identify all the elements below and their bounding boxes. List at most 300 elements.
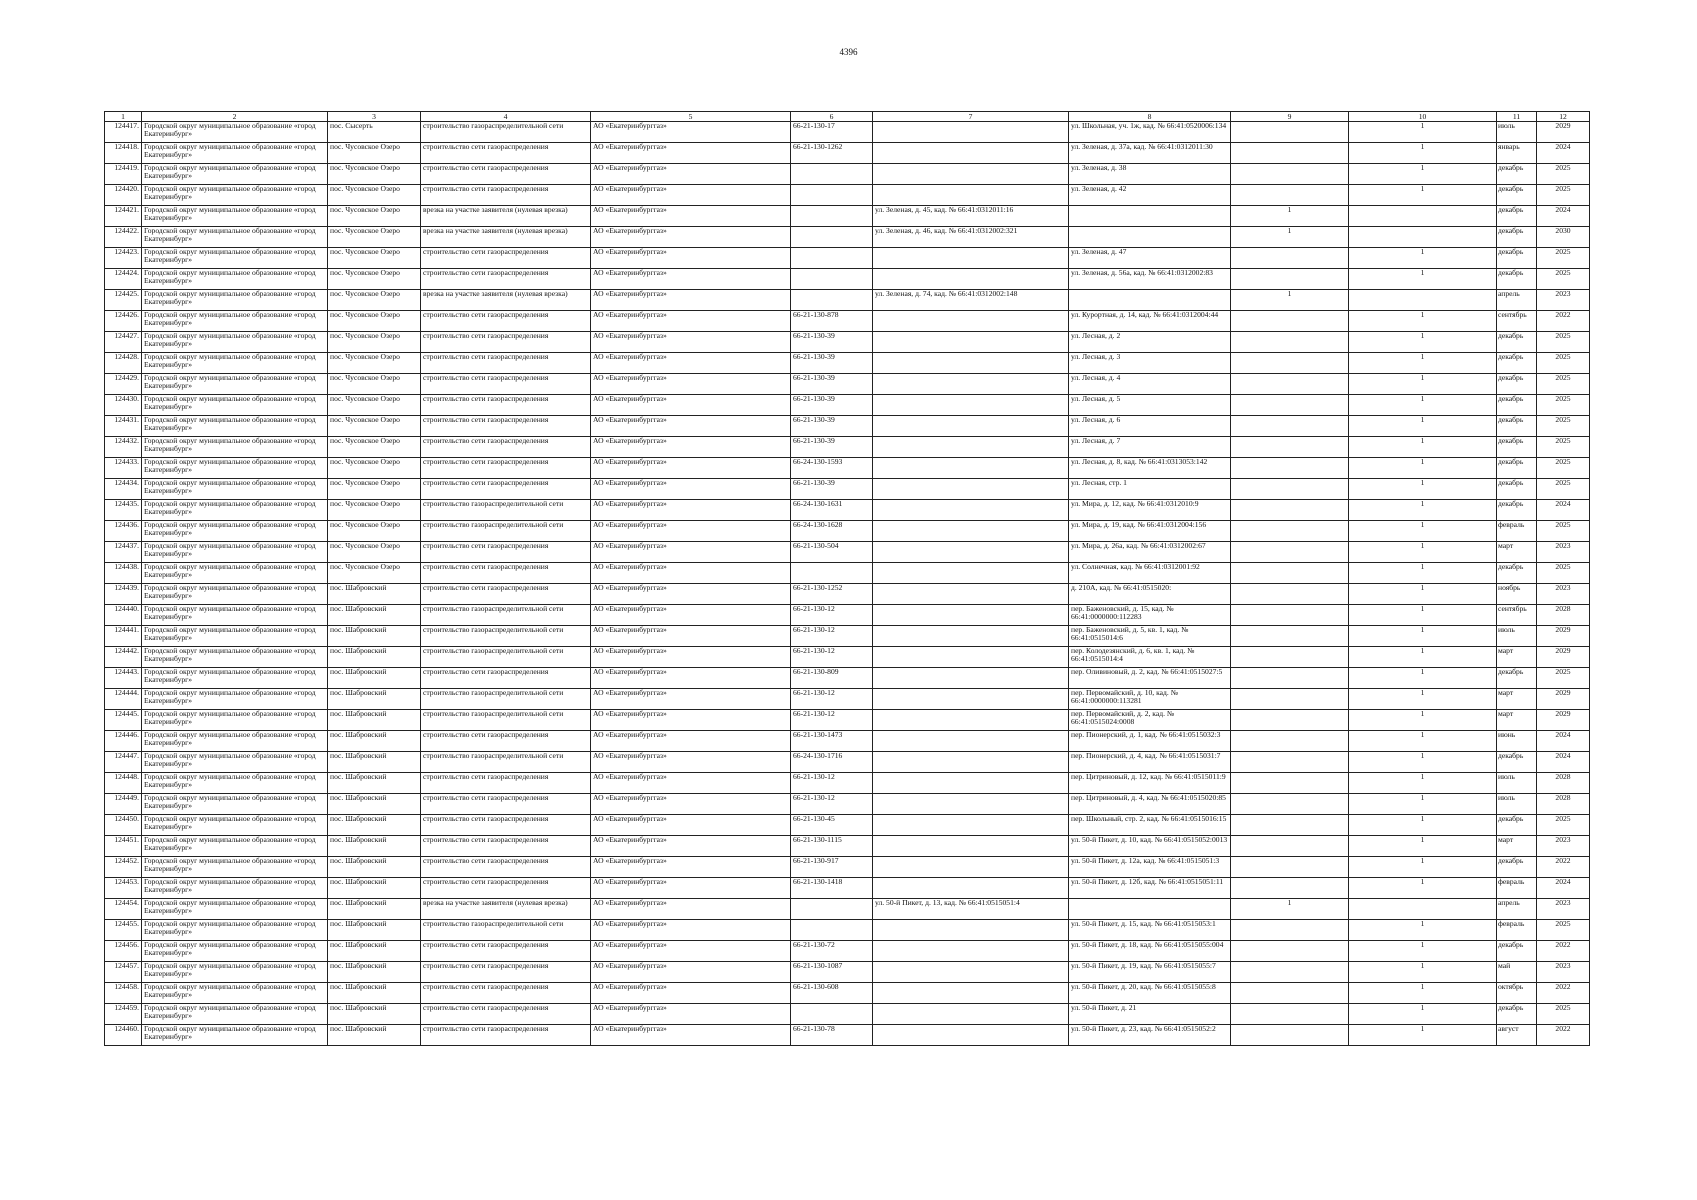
cell-municipality: Городской округ муниципальное образование «город Екатеринбург» [142,983,328,1004]
cell-year: 2028 [1537,605,1590,626]
cell-month: сентябрь [1497,605,1537,626]
cell-count-a [1231,185,1349,206]
cell-count-b: 1 [1349,437,1497,458]
cell-municipality: Городской округ муниципальное образование «город Екатеринбург» [142,920,328,941]
cell-row-number: 124429. [105,374,142,395]
cell-object-address [1069,227,1231,248]
cell-applicant-address [873,479,1069,500]
table-row [105,752,1590,773]
cell-year: 2024 [1537,731,1590,752]
table-row [105,248,1590,269]
cell-settlement: пос. Чусовское Озеро [328,395,421,416]
cell-municipality: Городской округ муниципальное образование «город Екатеринбург» [142,899,328,920]
cell-month: декабрь [1497,437,1537,458]
cell-code: 66-21-130-39 [791,395,873,416]
cell-organization: АО «Екатеринбурггаз» [591,899,791,920]
cell-work-type: строительство газораспределительной сети [421,752,591,773]
cell-month: июль [1497,122,1537,143]
cell-applicant-address [873,164,1069,185]
cell-object-address: ул. 50-й Пикет, д. 20, кад. № 66:41:0515055:8 [1069,983,1231,1004]
cell-settlement: пос. Шабровский [328,605,421,626]
cell-count-a [1231,269,1349,290]
cell-applicant-address [873,311,1069,332]
cell-applicant-address [873,395,1069,416]
cell-row-number: 124449. [105,794,142,815]
cell-code: 66-21-130-12 [791,710,873,731]
cell-settlement: пос. Чусовское Озеро [328,290,421,311]
cell-municipality: Городской округ муниципальное образование «город Екатеринбург» [142,500,328,521]
cell-code: 66-21-130-39 [791,332,873,353]
table-row [105,731,1590,752]
cell-code: 66-21-130-504 [791,542,873,563]
cell-code [791,920,873,941]
cell-applicant-address [873,521,1069,542]
cell-settlement: пос. Шабровский [328,668,421,689]
cell-year: 2025 [1537,521,1590,542]
cell-work-type: строительство газораспределительной сети [421,605,591,626]
cell-count-a [1231,920,1349,941]
cell-municipality: Городской округ муниципальное образование «город Екатеринбург» [142,962,328,983]
cell-organization: АО «Екатеринбурггаз» [591,584,791,605]
table-row [105,164,1590,185]
cell-month: октябрь [1497,983,1537,1004]
cell-object-address: ул. 50-й Пикет, д. 23, кад. № 66:41:0515052:2 [1069,1025,1231,1046]
cell-count-b [1349,206,1497,227]
cell-count-a [1231,416,1349,437]
cell-code: 66-24-130-1631 [791,500,873,521]
cell-work-type: строительство сети газораспределения [421,794,591,815]
cell-year: 2022 [1537,983,1590,1004]
cell-code: 66-21-130-12 [791,773,873,794]
cell-settlement: пос. Чусовское Озеро [328,227,421,248]
cell-month: декабрь [1497,227,1537,248]
cell-row-number: 124454. [105,899,142,920]
table-row [105,962,1590,983]
table-row [105,206,1590,227]
cell-year: 2023 [1537,899,1590,920]
cell-applicant-address [873,752,1069,773]
cell-row-number: 124443. [105,668,142,689]
cell-applicant-address [873,710,1069,731]
cell-row-number: 124421. [105,206,142,227]
cell-count-b: 1 [1349,374,1497,395]
cell-count-a [1231,311,1349,332]
cell-municipality: Городской округ муниципальное образование «город Екатеринбург» [142,332,328,353]
cell-applicant-address [873,416,1069,437]
cell-organization: АО «Екатеринбурггаз» [591,815,791,836]
cell-count-b: 1 [1349,563,1497,584]
cell-applicant-address [873,353,1069,374]
table-row [105,941,1590,962]
cell-applicant-address: ул. 50-й Пикет, д. 13, кад. № 66:41:0515051:4 [873,899,1069,920]
cell-organization: АО «Екатеринбурггаз» [591,1025,791,1046]
cell-year: 2029 [1537,626,1590,647]
cell-row-number: 124423. [105,248,142,269]
cell-month: сентябрь [1497,311,1537,332]
cell-count-b: 1 [1349,878,1497,899]
cell-row-number: 124445. [105,710,142,731]
cell-municipality: Городской округ муниципальное образование «город Екатеринбург» [142,542,328,563]
cell-object-address [1069,290,1231,311]
cell-count-b: 1 [1349,857,1497,878]
cell-applicant-address [873,983,1069,1004]
cell-object-address: ул. Курортная, д. 14, кад. № 66:41:0312004:44 [1069,311,1231,332]
cell-object-address: ул. 50-й Пикет, д. 12б, кад. № 66:41:0515051:11 [1069,878,1231,899]
cell-month: декабрь [1497,941,1537,962]
cell-work-type: строительство сети газораспределения [421,248,591,269]
cell-object-address: ул. 50-й Пикет, д. 12а, кад. № 66:41:0515051:3 [1069,857,1231,878]
cell-year: 2030 [1537,227,1590,248]
cell-settlement: пос. Чусовское Озеро [328,248,421,269]
cell-code: 66-24-130-1593 [791,458,873,479]
cell-work-type: строительство газораспределительной сети [421,521,591,542]
cell-count-b: 1 [1349,479,1497,500]
cell-organization: АО «Екатеринбурггаз» [591,836,791,857]
cell-organization: АО «Екатеринбурггаз» [591,542,791,563]
cell-count-b: 1 [1349,836,1497,857]
cell-row-number: 124441. [105,626,142,647]
cell-organization: АО «Екатеринбурггаз» [591,227,791,248]
cell-applicant-address [873,878,1069,899]
cell-work-type: строительство сети газораспределения [421,311,591,332]
cell-settlement: пос. Шабровский [328,815,421,836]
cell-municipality: Городской округ муниципальное образование «город Екатеринбург» [142,164,328,185]
cell-count-b: 1 [1349,983,1497,1004]
cell-municipality: Городской округ муниципальное образование «город Екатеринбург» [142,437,328,458]
cell-month: декабрь [1497,269,1537,290]
cell-object-address: пер. Пионерский, д. 1, кад. № 66:41:0515032:3 [1069,731,1231,752]
cell-row-number: 124417. [105,122,142,143]
cell-applicant-address [873,1004,1069,1025]
cell-year: 2023 [1537,290,1590,311]
cell-count-b: 1 [1349,458,1497,479]
cell-organization: АО «Екатеринбурггаз» [591,353,791,374]
cell-count-a [1231,395,1349,416]
cell-row-number: 124460. [105,1025,142,1046]
cell-month: март [1497,542,1537,563]
cell-settlement: пос. Шабровский [328,773,421,794]
cell-row-number: 124450. [105,815,142,836]
column-header-2: 2 [142,112,328,122]
cell-count-b: 1 [1349,521,1497,542]
cell-object-address: пер. Оливиновый, д. 2, кад. № 66:41:0515027:5 [1069,668,1231,689]
table-row [105,794,1590,815]
cell-object-address: пер. Баженовский, д. 5, кв. 1, кад. № 66:41:0515014:6 [1069,626,1231,647]
cell-row-number: 124444. [105,689,142,710]
table-row [105,143,1590,164]
cell-code [791,227,873,248]
cell-code: 66-24-130-1716 [791,752,873,773]
cell-count-a [1231,584,1349,605]
cell-count-b: 1 [1349,794,1497,815]
cell-settlement: пос. Шабровский [328,731,421,752]
page-number: 4396 [839,47,858,57]
cell-organization: АО «Екатеринбурггаз» [591,164,791,185]
cell-code: 66-21-130-17 [791,122,873,143]
cell-count-a [1231,479,1349,500]
cell-month: июль [1497,626,1537,647]
cell-settlement: пос. Чусовское Озеро [328,563,421,584]
cell-organization: АО «Екатеринбурггаз» [591,290,791,311]
table-row [105,563,1590,584]
cell-municipality: Городской округ муниципальное образование «город Екатеринбург» [142,185,328,206]
cell-municipality: Городской округ муниципальное образование «город Екатеринбург» [142,458,328,479]
cell-work-type: строительство сети газораспределения [421,374,591,395]
cell-work-type: строительство сети газораспределения [421,962,591,983]
cell-applicant-address [873,437,1069,458]
table-row [105,1025,1590,1046]
cell-count-b: 1 [1349,689,1497,710]
cell-code [791,563,873,584]
cell-count-b: 1 [1349,731,1497,752]
cell-applicant-address [873,920,1069,941]
cell-count-a: 1 [1231,227,1349,248]
cell-organization: АО «Екатеринбурггаз» [591,185,791,206]
cell-row-number: 124425. [105,290,142,311]
cell-object-address: ул. Солнечная, кад. № 66:41:0312001:92 [1069,563,1231,584]
cell-organization: АО «Екатеринбурггаз» [591,605,791,626]
cell-month: декабрь [1497,248,1537,269]
cell-settlement: пос. Шабровский [328,689,421,710]
cell-count-a [1231,836,1349,857]
column-header-4: 4 [421,112,591,122]
column-header-7: 7 [873,112,1069,122]
cell-organization: АО «Екатеринбурггаз» [591,857,791,878]
table-row [105,269,1590,290]
cell-row-number: 124419. [105,164,142,185]
cell-month: декабрь [1497,458,1537,479]
cell-object-address: пер. Цитриновый, д. 4, кад. № 66:41:0515020:85 [1069,794,1231,815]
cell-settlement: пос. Шабровский [328,920,421,941]
cell-settlement: пос. Чусовское Озеро [328,332,421,353]
cell-settlement: пос. Чусовское Озеро [328,269,421,290]
cell-count-a: 1 [1231,290,1349,311]
cell-municipality: Городской округ муниципальное образование «город Екатеринбург» [142,227,328,248]
cell-row-number: 124456. [105,941,142,962]
cell-code [791,164,873,185]
cell-object-address: ул. 50-й Пикет, д. 21 [1069,1004,1231,1025]
cell-month: декабрь [1497,416,1537,437]
column-header-5: 5 [591,112,791,122]
cell-row-number: 124424. [105,269,142,290]
cell-settlement: пос. Чусовское Озеро [328,185,421,206]
cell-organization: АО «Екатеринбурггаз» [591,689,791,710]
cell-month: декабрь [1497,752,1537,773]
cell-organization: АО «Екатеринбурггаз» [591,143,791,164]
cell-applicant-address [873,248,1069,269]
cell-object-address: ул. Лесная, д. 3 [1069,353,1231,374]
table-row [105,983,1590,1004]
cell-code: 66-21-130-1418 [791,878,873,899]
cell-code: 66-21-130-39 [791,353,873,374]
cell-code: 66-21-130-1262 [791,143,873,164]
cell-object-address [1069,206,1231,227]
cell-municipality: Городской округ муниципальное образование «город Екатеринбург» [142,1025,328,1046]
cell-settlement: пос. Чусовское Озеро [328,479,421,500]
cell-organization: АО «Екатеринбурггаз» [591,521,791,542]
cell-year: 2025 [1537,248,1590,269]
cell-settlement: пос. Шабровский [328,899,421,920]
cell-work-type: строительство сети газораспределения [421,1004,591,1025]
cell-count-b: 1 [1349,920,1497,941]
cell-work-type: строительство сети газораспределения [421,269,591,290]
cell-code: 66-21-130-39 [791,437,873,458]
cell-year: 2025 [1537,332,1590,353]
cell-applicant-address [873,185,1069,206]
cell-row-number: 124440. [105,605,142,626]
cell-year: 2028 [1537,794,1590,815]
cell-count-b: 1 [1349,395,1497,416]
cell-settlement: пос. Чусовское Озеро [328,458,421,479]
cell-object-address [1069,899,1231,920]
cell-settlement: пос. Шабровский [328,1004,421,1025]
cell-year: 2025 [1537,269,1590,290]
cell-month: декабрь [1497,563,1537,584]
cell-year: 2023 [1537,962,1590,983]
cell-work-type: строительство газораспределительной сети [421,920,591,941]
cell-applicant-address [873,269,1069,290]
cell-count-a [1231,647,1349,668]
cell-applicant-address [873,1025,1069,1046]
cell-settlement: пос. Чусовское Озеро [328,500,421,521]
cell-work-type: врезка на участке заявителя (нулевая врезка) [421,227,591,248]
table-row [105,416,1590,437]
cell-month: декабрь [1497,500,1537,521]
cell-settlement: пос. Шабровский [328,962,421,983]
cell-organization: АО «Екатеринбурггаз» [591,269,791,290]
table-row [105,1004,1590,1025]
column-header-3: 3 [328,112,421,122]
cell-object-address: ул. Зеленая, д. 47 [1069,248,1231,269]
cell-month: декабрь [1497,668,1537,689]
cell-year: 2025 [1537,395,1590,416]
cell-object-address: ул. Лесная, д. 4 [1069,374,1231,395]
cell-organization: АО «Екатеринбурггаз» [591,395,791,416]
cell-applicant-address [873,458,1069,479]
cell-work-type: строительство сети газораспределения [421,941,591,962]
cell-year: 2024 [1537,878,1590,899]
cell-year: 2024 [1537,500,1590,521]
cell-month: декабрь [1497,353,1537,374]
cell-municipality: Городской округ муниципальное образование «город Екатеринбург» [142,206,328,227]
cell-count-b: 1 [1349,332,1497,353]
cell-count-a [1231,437,1349,458]
cell-month: август [1497,1025,1537,1046]
cell-applicant-address [873,647,1069,668]
cell-count-a [1231,500,1349,521]
cell-count-a [1231,248,1349,269]
cell-organization: АО «Екатеринбурггаз» [591,332,791,353]
cell-count-a [1231,689,1349,710]
cell-work-type: строительство сети газораспределения [421,836,591,857]
table-row [105,836,1590,857]
cell-count-a [1231,794,1349,815]
cell-month: декабрь [1497,374,1537,395]
cell-year: 2024 [1537,752,1590,773]
cell-organization: АО «Екатеринбурггаз» [591,962,791,983]
cell-code: 66-21-130-39 [791,416,873,437]
cell-municipality: Городской округ муниципальное образование «город Екатеринбург» [142,395,328,416]
cell-count-b [1349,290,1497,311]
cell-month: декабрь [1497,395,1537,416]
cell-row-number: 124448. [105,773,142,794]
cell-settlement: пос. Шабровский [328,626,421,647]
cell-code: 66-21-130-809 [791,668,873,689]
cell-organization: АО «Екатеринбурггаз» [591,206,791,227]
cell-count-b: 1 [1349,1025,1497,1046]
cell-work-type: строительство газораспределительной сети [421,689,591,710]
cell-object-address: ул. Мира, д. 26а, кад. № 66:41:0312002:67 [1069,542,1231,563]
cell-month: март [1497,836,1537,857]
cell-count-b: 1 [1349,605,1497,626]
cell-settlement: пос. Чусовское Озеро [328,164,421,185]
cell-work-type: строительство сети газораспределения [421,584,591,605]
cell-month: декабрь [1497,857,1537,878]
table-row [105,878,1590,899]
cell-municipality: Городской округ муниципальное образование «город Екатеринбург» [142,290,328,311]
cell-work-type: строительство сети газораспределения [421,857,591,878]
table-row [105,920,1590,941]
cell-code: 66-24-130-1628 [791,521,873,542]
cell-organization: АО «Екатеринбурггаз» [591,563,791,584]
cell-municipality: Городской округ муниципальное образование «город Екатеринбург» [142,878,328,899]
cell-object-address: ул. 50-й Пикет, д. 18, кад. № 66:41:0515055:004 [1069,941,1231,962]
cell-municipality: Городской округ муниципальное образование «город Екатеринбург» [142,731,328,752]
cell-object-address: ул. Зеленая, д. 37а, кад. № 66:41:0312011:30 [1069,143,1231,164]
cell-organization: АО «Екатеринбурггаз» [591,710,791,731]
cell-settlement: пос. Шабровский [328,941,421,962]
cell-year: 2022 [1537,941,1590,962]
table-row [105,626,1590,647]
cell-work-type: строительство сети газораспределения [421,332,591,353]
column-header-11: 11 [1497,112,1537,122]
cell-count-a [1231,1025,1349,1046]
cell-count-a [1231,773,1349,794]
cell-municipality: Городской округ муниципальное образование «город Екатеринбург» [142,647,328,668]
cell-count-a [1231,164,1349,185]
cell-year: 2025 [1537,416,1590,437]
table-row [105,185,1590,206]
cell-code: 66-21-130-878 [791,311,873,332]
cell-code: 66-21-130-917 [791,857,873,878]
cell-work-type: строительство сети газораспределения [421,458,591,479]
cell-municipality: Городской округ муниципальное образование «город Екатеринбург» [142,605,328,626]
cell-code: 66-21-130-12 [791,647,873,668]
cell-work-type: строительство сети газораспределения [421,416,591,437]
cell-work-type: строительство газораспределительной сети [421,647,591,668]
cell-year: 2028 [1537,773,1590,794]
cell-organization: АО «Екатеринбурггаз» [591,647,791,668]
cell-municipality: Городской округ муниципальное образование «город Екатеринбург» [142,857,328,878]
cell-settlement: пос. Чусовское Озеро [328,353,421,374]
cell-month: февраль [1497,521,1537,542]
cell-municipality: Городской округ муниципальное образование «город Екатеринбург» [142,815,328,836]
cell-municipality: Городской округ муниципальное образование «город Екатеринбург» [142,416,328,437]
cell-applicant-address [873,941,1069,962]
cell-object-address: пер. Баженовский, д. 15, кад. № 66:41:0000000:112283 [1069,605,1231,626]
cell-settlement: пос. Шабровский [328,794,421,815]
cell-organization: АО «Екатеринбурггаз» [591,122,791,143]
cell-count-a [1231,941,1349,962]
cell-count-b: 1 [1349,143,1497,164]
table-row [105,689,1590,710]
cell-month: декабрь [1497,185,1537,206]
cell-year: 2023 [1537,836,1590,857]
cell-municipality: Городской округ муниципальное образование «город Екатеринбург» [142,626,328,647]
cell-municipality: Городской округ муниципальное образование «город Екатеринбург» [142,668,328,689]
cell-settlement: пос. Сысерть [328,122,421,143]
cell-municipality: Городской округ муниципальное образование «город Екатеринбург» [142,752,328,773]
